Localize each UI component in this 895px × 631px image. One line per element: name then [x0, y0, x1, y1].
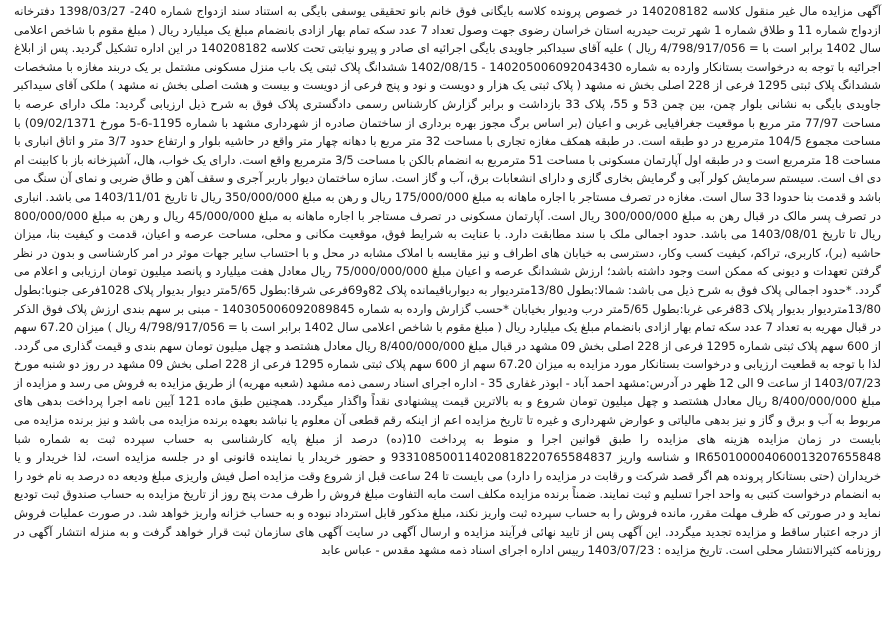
auction-notice-text: آگهی مزایده مال غیر منقول کلاسه 140208182 در خصوص پرونده کلاسه بایگانی فوق خانم بانو تحقیقی یوسفی بایگی به استناد سند ازدواج شماره 240- 1398/03/27 دفترخانه ازدواج شماره 11 و طلاق شماره 1 شهر تربت حیدریه استان خراسان رضوی جهت وصول تعداد 7 عدد سکه تمام بهار ازادی بانضمام مبلغ یک میلیارد ریال ( مبلغ مقوم با شاخص اعلامی سال 1402 برابر است با = 4/798/917/056 ریال ) علیه آقای سیداکبر جاویدی بایگی اجرائیه ای صادر و پیرو نیابتی تحت کلاسه 140208182 در این اداره تشکیل گردید. پس از ابلاغ اجرائیه با توجه به درخواست بستانکار وارده به شماره 140205006092043430 - 1402/08/15 ششدانگ پلاک ثبتی یک باب منزل مسکونی مشتمل بر یک دربند مغازه با مشخصات ششدانگ پلاک ثبتی 1295 فرعی از 228 اصلی بخش نه مشهد ( پلاک ثبتی یک هزار و دویست و نود و پنج فرعی از دویست و بیست و هشت اصلی بخش نه مشهد ) ملکی آقای سیداکبر جاویدی بایگی به نشانی بلوار چمن، بین چمن 53 و 55، پلاک 33 بازداشت و برابر گزارش کارشناس رسمی دادگستری پلاک فوق به شرح ذیل ارزیابی گردید: ملک دارای عرصه با مساحت 77/97 متر مربع با موقعیت جغرافیایی غربی و اعیان (بر اساس برگ مجوز بهره برداری از ساختمان صادره از شهرداری مشهد با شماره 1195-6-5 مورخ 09/02/1371) با مساحت مجموع 104/5 مترمربع در دو طبقه است. در طبقه همکف مغازه تجاری با مساحت 32 متر مربع با دهانه چهار متر واقع در حاشیه بلوار و ارتفاع حدود 3/7 متر و اتاق انباری با مساحت 18 مترمربع است و در طبقه اول آپارتمان مسکونی با مساحت 51 مترمربع به انضمام بالکن با مساحت 3/5 مترمربع واقع است. دارای یک خواب، هال، آشپزخانه باز با کابینت ام دی اف است. سیستم سرمایش کولر آبی و گرمایش بخاری گازی و دارای انشعابات برق، آب و گاز است. سازه ساختمان دیوار باربر آجری و سقف آهن و طاق ضربی و نمای آن سنگ می باشد و قدمت بنا حدودا 33 سال است. مغازه در تصرف مستاجر با اجاره ماهانه به مبلغ 175/000/000 ریال و رهن به مبلغ 350/000/000 ریال تا تاریخ 1403/11/01 می باشد. انباری در تصرف پسر مالک در قبال رهن به مبلغ 300/000/000 ریال است. آپارتمان مسکونی در تصرف مستاجر با اجاره ماهانه به مبلغ 45/000/000 ریال و رهن به مبلغ 800/000/000 ریال تا تاریخ 1403/08/01 می باشد. حدود اجمالی ملک با سند مطابقت دارد. با عنایت به شرایط فوق، موقعیت مکانی و محلی، مساحت عرصه و اعیان، قدمت و کیفیت بنا، میزان حاشیه (بر)، کاربری، تراکم، کیفیت کسب وکار، دسترسی به خیابان های اطراف و نیز مقایسه با املاک مشابه در محل و با احتساب سایر جهات موثر در امر کارشناسی و بدون در نظر گرفتن تعهدات و دیونی که ممکن است وجود داشته باشد؛ ارزش ششدانگ عرصه و اعیان مبلغ 75/000/000/000 ریال معادل هفت میلیارد و پانصد میلیون تومان ارزیابی و اعلام می گردد. *حدود اجمالی پلاک فوق به شرح ذیل می باشد: شمالا:بطول 13/80متردیوار به دیوارباقیمانده پلاک 82و69فرعی شرقا:بطول 5/65متر دیوار بدیوار پلاک 1028فرعی جنوبا:بطول 13/80متردیوار بدیوار پلاک 83فرعی غربا:بطول 5/65متر درب ودیوار بخیابان *حسب گزارش وارده به شماره 140305006092089845 - مبنی بر سهم بندی ارزش پلاک فوق الذکر در قبال مهریه به تعداد 7 عدد سکه تمام بهار ازادی بانضمام مبلغ یک میلیارد ریال ( مبلغ مقوم با شاخص اعلامی سال 1402 برابر است با = 4/798/917/056 ریال ) میزان 67.20 سهم از 600 سهم پلاک ثبتی شماره 1295 فرعی از 228 اصلی بخش 09 مشهد در قبال مبلغ 8/400/000/000 ریال معادل هشتصد و چهل میلیون تومان سهم بندی و قیمت گذاری می گردد. لذا با توجه به قطعیت ارزیابی و درخواست بستانکار مورد مزایده به میزان 67.20 سهم از 600 سهم پلاک ثبتی شماره 1295 فرعی از 228 اصلی بخش 09 مشهد در روز دو شنبه مورخ 1403/07/23 از ساعت 9 الی 12 ظهر در آدرس:مشهد احمد آباد - ابوذر غفاری 35 - اداره اجرای اسناد رسمی ذمه مشهد (شعبه مهریه) از طریق مزایده به فروش می رسد و مزایده از مبلغ 8/400/000/000 ریال معادل هشتصد و چهل میلیون تومان شروع و به بالاترین قیمت پیشنهادی نقداً واگذار میگردد. همچنین طبق ماده 121 آیین نامه اجرا پرداخت بدهی های مربوط به آب و برق و گاز و نیز بدهی مالیاتی و عوارض شهرداری و غیره تا تاریخ مزایده اعم از اینکه رقم قطعی آن معلوم یا نباشد بعهده برنده مزایده می باشد و نیز برنده مزایده می بایست در زمان مزایده هزینه های مزایده را طبق قوانین اجرا و منوط به پرداخت 10(ده) درصد از مبلغ پایه کارشناسی به حساب سپرده ثبت به شماره شبا IR650100004060013207655848 و شناسه واریز 933108500114020818220765584837 و حضور خریدار یا نماینده قانونی او در جلسه مزایده است، لذا خریدار و یا خریداران (حتی بستانکار پرونده هم اگر قصد شرکت و رقابت در مزایده را دارد) می بایست تا 24 ساعت قبل از شروع وقت مزایده اصل فیش واریزی مبلغ ودیعه ده درصد به نام خود را به انضمام درخواست کتبی به واحد اجرا تسلیم و ثبت نمایند. ضمناً برنده مزایده مکلف است مابه التفاوت مبلغ فروش را ظرف مدت پنج روز از تاریخ مزایده به حساب صندوق ثبت تودیع نماید و در صورتی که ظرف مهلت مقرر، مانده فروش را به حساب سپرده ثبت واریز نکند، مبلغ مذکور قابل استرداد نبوده و به حساب خزانه واریز خواهد شد. در صورت عملیات فروش از درجه اعتبار ساقط و مزایده تجدید میگردد. این آگهی پس از تایید نهائی فرآیند مزایده و ارسال آگهی در سایت آگهی های سازمان ثبت قرار خواهد گرفت و به منزله انتشار آگهی در روزنامه کثیرالانتشار محلی است. تاریخ مزایده : 1403/07/23 رییس اداره اجرای اسناد ذمه مشهد مقدس - عباس عابد — [14, 4, 882, 558]
